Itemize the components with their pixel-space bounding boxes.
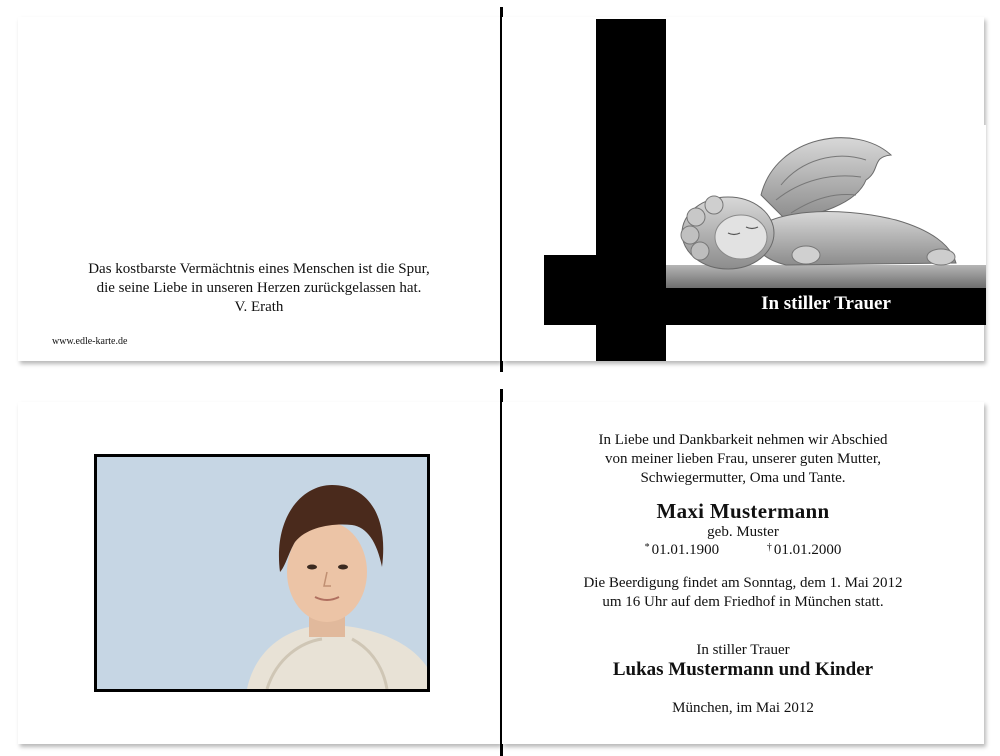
death-date: 01.01.2000 xyxy=(773,542,842,558)
card-cover-panel xyxy=(502,17,984,361)
birth-date: 01.01.1900 xyxy=(651,542,720,558)
website-link[interactable]: www.edle-karte.de xyxy=(52,336,128,347)
intro-line: von meiner lieben Frau, unserer guten Mutter, xyxy=(605,451,881,467)
funeral-line: Die Beerdigung findet am Sonntag, dem 1. Mai 2012 xyxy=(583,575,903,591)
quote-author: V. Erath xyxy=(234,299,284,315)
intro-line: Schwiegermutter, Oma und Tante. xyxy=(640,470,846,486)
card-inner-left-panel xyxy=(18,17,500,361)
portrait-photo xyxy=(94,454,430,692)
birth-symbol: * xyxy=(644,542,650,553)
family-names: Lukas Mustermann und Kinder xyxy=(612,659,874,680)
card-portrait-panel xyxy=(18,402,500,744)
birth-date-group xyxy=(645,542,720,559)
intro-line: In Liebe und Dankbarkeit nehmen wir Abschied xyxy=(598,432,888,448)
maiden-name: geb. Muster xyxy=(707,524,779,540)
cover-title: In stiller Trauer xyxy=(761,293,891,314)
deceased-name: Maxi Mustermann xyxy=(656,499,830,523)
funeral-info xyxy=(502,574,984,612)
card-announcement-panel xyxy=(502,402,984,744)
mourning-label: In stiller Trauer xyxy=(696,642,790,658)
life-dates xyxy=(502,542,984,559)
sleeping-angel-image xyxy=(666,125,986,288)
quote-block xyxy=(18,260,500,317)
funeral-line: um 16 Uhr auf dem Friedhof in München statt. xyxy=(602,594,884,610)
death-date-group xyxy=(767,542,842,559)
place-date: München, im Mai 2012 xyxy=(672,700,814,716)
intro-text xyxy=(502,431,984,488)
quote-line: Das kostbarste Vermächtnis eines Menschen ist die Spur, xyxy=(88,261,430,277)
quote-line: die seine Liebe in unseren Herzen zurückgelassen hat. xyxy=(96,280,422,296)
death-symbol: † xyxy=(766,542,772,553)
